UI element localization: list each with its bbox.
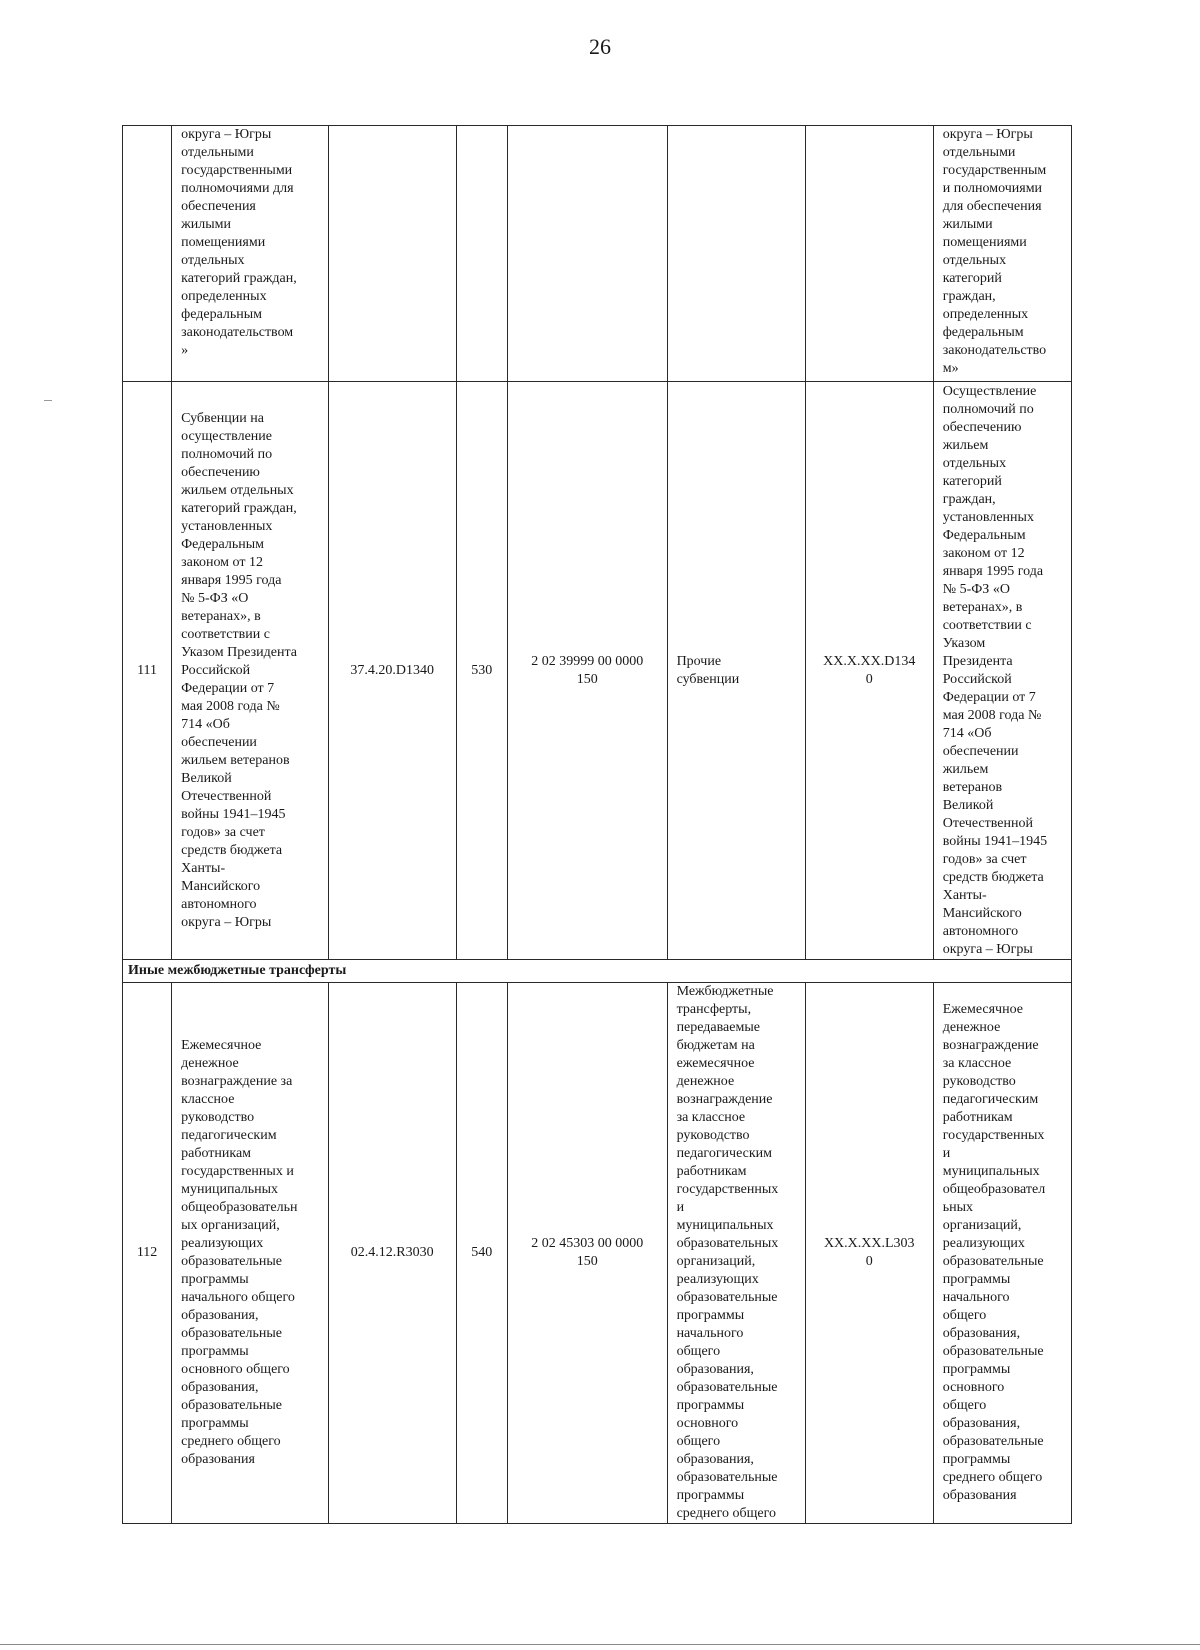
income-name-cell: Межбюджетные трансферты, передаваемые бюджетам на ежемесячное денежное вознаграждение за классное руководство педагогическим работникам государственных и муниципальных образовательных организаций, реализующих образовательные программы начального общего образования, образовательные программы основного общего образования, образовательные программы среднего общего <box>667 983 805 1524</box>
expense-type-cell <box>456 126 507 382</box>
regional-code-cell: XX.X.XX.L303 0 <box>805 983 933 1524</box>
target-code-cell: 02.4.12.R3030 <box>328 983 456 1524</box>
regional-name-cell: Ежемесячное денежное вознаграждение за классное руководство педагогическим работникам государственных и муниципальных общеобразовател ьных организаций, реализующих образовательные программы начального общего образования, образовательные программы основного общего образования, образовательные программы среднего общего образования <box>933 983 1071 1524</box>
expense-type-cell: 530 <box>456 382 507 960</box>
expense-name-cell: Субвенции на осуществление полномочий по обеспечению жильем отдельных категорий граждан, установленных Федеральным законом от 12 января 1995 года № 5-ФЗ «О ветеранах», в соответствии с Указом Президента Российской Федерации от 7 мая 2008 года № 714 «Об обеспечении жильем ветеранов Великой Отечественной войны 1941–1945 годов» за счет средств бюджета Ханты- Мансийского автономного округа – Югры <box>172 382 329 960</box>
margin-mark <box>44 400 52 401</box>
expense-name-cell: Ежемесячное денежное вознаграждение за классное руководство педагогическим работникам государственных и муниципальных общеобразовательн ых организаций, реализующих образовательные программы начального общего образования, образовательные программы основного общего образования, образовательные программы среднего общего образования <box>172 983 329 1524</box>
section-row <box>123 960 1072 983</box>
row-number-cell: 111 <box>123 382 172 960</box>
table-row <box>123 382 1072 960</box>
row-number-cell <box>123 126 172 382</box>
income-name-cell: Прочие субвенции <box>667 382 805 960</box>
table-row <box>123 126 1072 382</box>
section-title: Иные межбюджетные трансферты <box>123 960 1072 983</box>
row-number-cell: 112 <box>123 983 172 1524</box>
regional-code-cell: XX.X.XX.D134 0 <box>805 382 933 960</box>
income-code-cell <box>507 126 667 382</box>
income-name-cell <box>667 126 805 382</box>
target-code-cell <box>328 126 456 382</box>
page-number: 26 <box>589 34 611 59</box>
table-row <box>123 983 1072 1524</box>
income-code-cell: 2 02 45303 00 0000 150 <box>507 983 667 1524</box>
footer-rule <box>0 1644 1200 1645</box>
budget-classification-table <box>122 125 1072 1524</box>
expense-name-cell: округа – Югры отдельными государственными полномочиями для обеспечения жилыми помещениями отдельных категорий граждан, определенных федеральным законодательством » <box>172 126 329 382</box>
expense-type-cell: 540 <box>456 983 507 1524</box>
target-code-cell: 37.4.20.D1340 <box>328 382 456 960</box>
income-code-cell: 2 02 39999 00 0000 150 <box>507 382 667 960</box>
regional-name-cell: Осуществление полномочий по обеспечению жильем отдельных категорий граждан, установленных Федеральным законом от 12 января 1995 года № 5-ФЗ «О ветеранах», в соответствии с Указом Президента Российской Федерации от 7 мая 2008 года № 714 «Об обеспечении жильем ветеранов Великой Отечественной войны 1941–1945 годов» за счет средств бюджета Ханты- Мансийского автономного округа – Югры <box>933 382 1071 960</box>
regional-code-cell <box>805 126 933 382</box>
regional-name-cell: округа – Югры отдельными государственным и полномочиями для обеспечения жилыми помещениями отдельных категорий граждан, определенных федеральным законодательство м» <box>933 126 1071 382</box>
